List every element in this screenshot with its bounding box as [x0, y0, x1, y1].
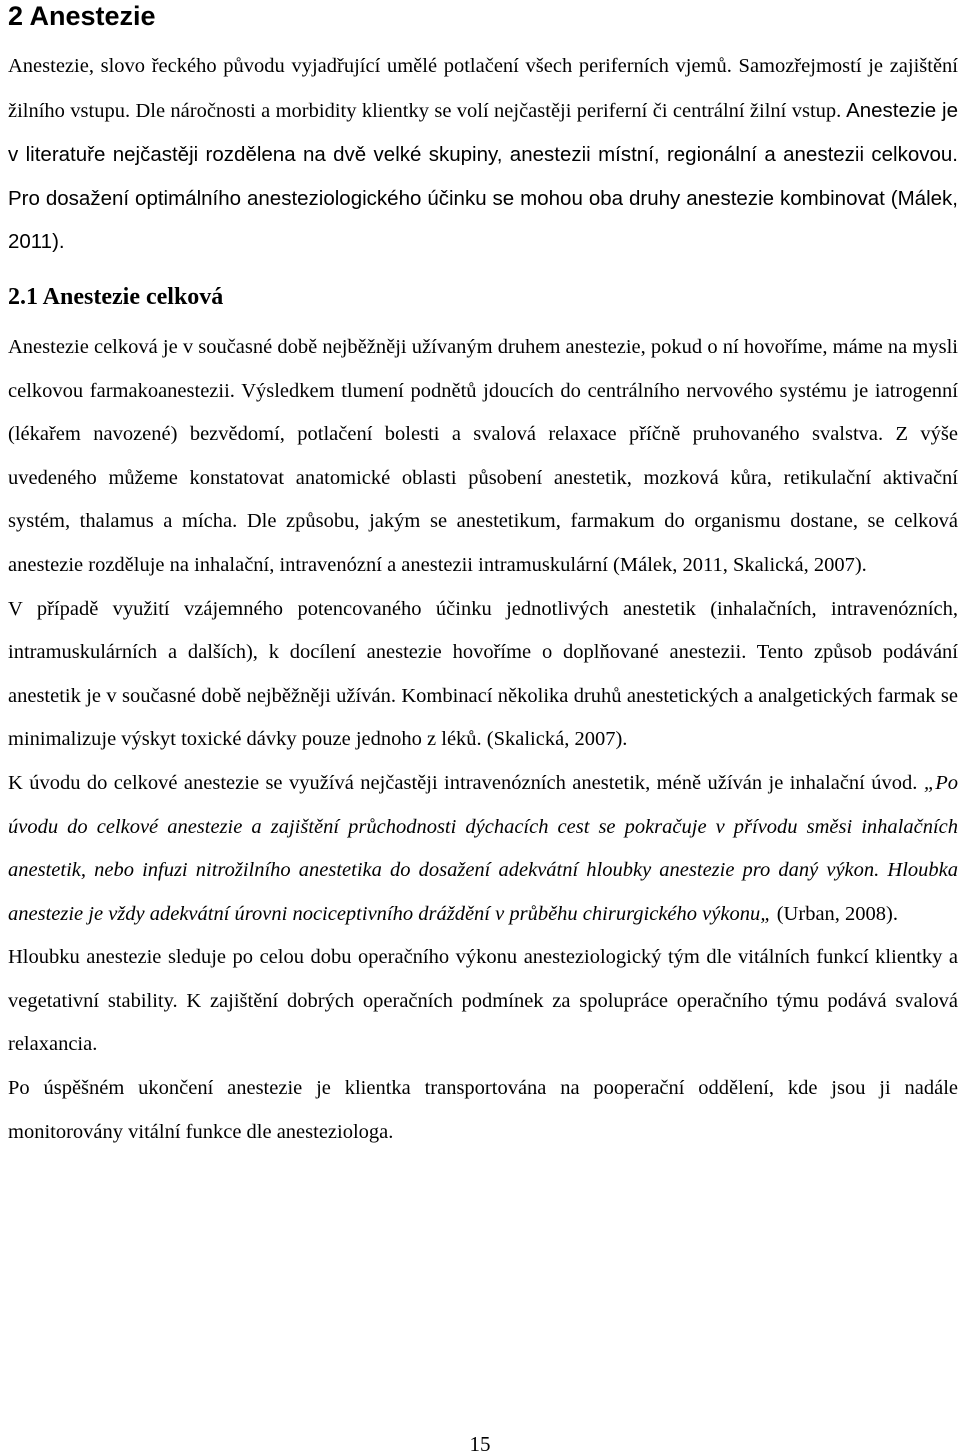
section-heading: 2 Anestezie	[8, 1, 156, 31]
paragraph-post-anesthesia: Po úspěšném ukončení anestezie je klientka transportována na pooperační oddělení, kde jsou ji nadále monitorovány vitální funkce dle anesteziologa.	[8, 1077, 958, 1143]
intro-sentence-3: Pro dosažení optimálního anesteziologického účinku se mohou oba druhy anestezie kombinovat (Málek, 2011).	[8, 186, 958, 254]
paragraph-depth-monitoring: Hloubku anestezie sleduje po celou dobu operačního výkonu anesteziologický tým dle vitálních funkcí klientky a vegetativní stability. K zajištění dobrých operačních podmínek za spolupráce operačního týmu podává svalová relaxancia.	[8, 946, 958, 1056]
induction-citation: (Urban, 2008).	[771, 902, 898, 925]
intro-sentence-1: Anestezie, slovo řeckého původu vyjadřující umělé potlačení všech periferních vjemů. Samozřejmostí je zajištění žilního vstupu. Dle náročnosti a morbidity klientky se volí nejčastěji periferní či centrální žilní vstup.	[8, 55, 958, 122]
paragraph-induction	[8, 762, 958, 936]
intro-paragraph	[8, 44, 958, 264]
page-number: 15	[469, 1432, 491, 1456]
paragraph-general-anesthesia: Anestezie celková je v současné době nejběžněji užívaným druhem anestezie, pokud o ní hovoříme, máme na mysli celkovou farmakoanestezii. Výsledkem tlumení podnětů jdoucích do centrálního nervového systému je iatrogenní (lékařem navozené) bezvědomí, potlačení bolesti a svalová relaxace příčně pruhovaného svalstva. Z výše uvedeného můžeme konstatovat anatomické oblasti působení anestetik, mozková kůra, retikulační aktivační systém, thalamus a mícha. Dle způsobu, jakým se anestetikum, farmakum do organismu dostane, se celková anestezie rozděluje na inhalační, intravenózní a anestezii intramuskulární (Málek, 2011, Skalická, 2007).	[8, 335, 958, 576]
induction-lead: K úvodu do celkové anestezie se využívá nejčastěji intravenózních anestetik, méně užíván je inhalační úvod.	[8, 771, 924, 794]
paragraph-combined-anesthesia: V případě využití vzájemného potencovaného účinku jednotlivých anestetik (inhalačních, intravenózních, intramuskulárních a dalších), k docílení anestezie hovoříme o doplňované anestezii. Tento způsob podávání anestetik je v současné době nejběžněji užíván. Kombinací několika druhů anestetických a analgetických farmak se minimalizuje výskyt toxické dávky pouze jednoho z léků. (Skalická, 2007).	[8, 597, 958, 751]
subsection-heading: 2.1 Anestezie celková	[8, 283, 224, 310]
document-page	[8, 0, 958, 1154]
induction-quote: „Po úvodu do celkové anestezie a zajištění průchodnosti dýchacích cest se pokračuje v přívodu směsi inhalačních anestetik, nebo infuzi nitrožilního anestetika do dosažení adekvátní hloubky anestezie pro daný výkon. Hloubka anestezie je vždy adekvátní úrovni nociceptivního dráždění v průběhu chirurgického výkonu„	[8, 771, 958, 925]
intro-sentence-2: Anestezie je v literatuře nejčastěji rozdělena na dvě velké skupiny, anestezii místní, regionální a anestezii celkovou.	[8, 98, 958, 167]
